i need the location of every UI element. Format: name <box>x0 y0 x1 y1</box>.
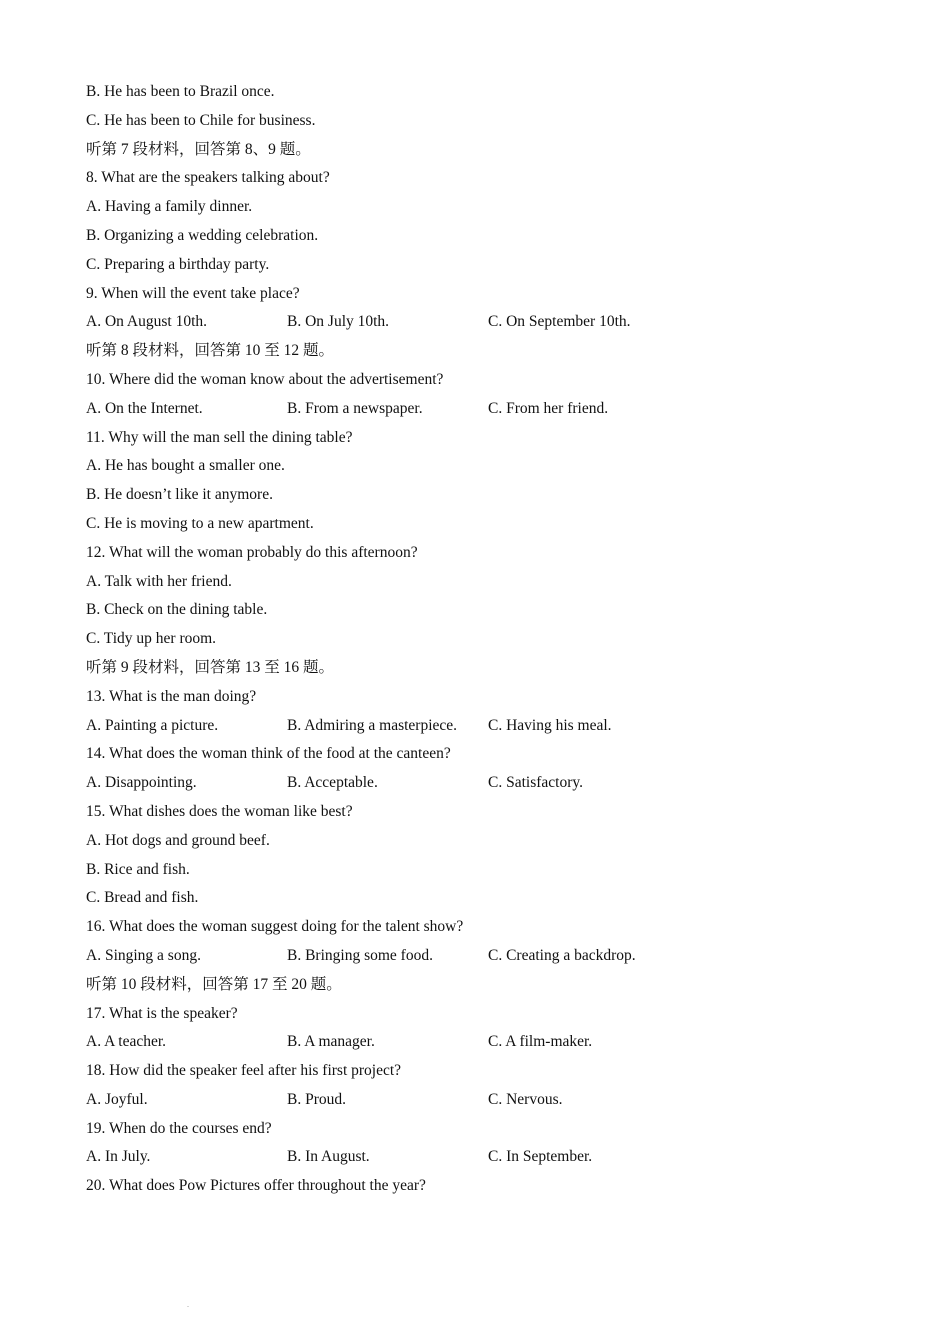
options-row <box>86 395 886 424</box>
question-text: 15. What dishes does the woman like best? <box>86 802 353 820</box>
answer-option: B. Organizing a wedding celebration. <box>86 226 319 244</box>
answer-option: C. He is moving to a new apartment. <box>86 514 314 532</box>
answer-option: A. He has bought a smaller one. <box>86 457 285 475</box>
answer-option: C. Tidy up her room. <box>86 630 217 648</box>
answer-option: A. Disappointing. <box>86 774 197 792</box>
answer-option: C. Bread and fish. <box>86 889 199 907</box>
answer-option: B. In August. <box>287 1148 370 1166</box>
question-text: 12. What will the woman probably do this afternoon? <box>86 543 418 561</box>
answer-option: B. He doesn’t like it anymore. <box>86 486 273 504</box>
answer-option: B. Check on the dining table. <box>86 601 268 619</box>
options-row <box>86 942 886 971</box>
question-text: 20. What does Pow Pictures offer throughout the year? <box>86 1177 426 1195</box>
answer-option: A. A teacher. <box>86 1033 167 1051</box>
answer-option: C. In September. <box>488 1148 593 1166</box>
question-text: 17. What is the speaker? <box>86 1004 238 1022</box>
answer-option: A. On the Internet. <box>86 399 203 417</box>
question-text: 19. When do the courses end? <box>86 1119 272 1137</box>
question-text: 9. When will the event take place? <box>86 284 300 302</box>
answer-option: B. Bringing some food. <box>287 946 433 964</box>
answer-option: A. Joyful. <box>86 1090 148 1108</box>
question-text: 10. Where did the woman know about the advertisement? <box>86 370 444 388</box>
options-row <box>86 1028 886 1057</box>
answer-option: C. A film-maker. <box>488 1033 593 1051</box>
section-instruction: 听第 7 段材料，回答第 8、9 题。 <box>86 140 311 158</box>
question-text: 18. How did the speaker feel after his first project? <box>86 1062 402 1080</box>
answer-option: A. In July. <box>86 1148 151 1166</box>
question-text: 8. What are the speakers talking about? <box>86 169 330 187</box>
question-text: 11. Why will the man sell the dining table? <box>86 428 353 446</box>
answer-option: B. A manager. <box>287 1033 375 1051</box>
answer-option: C. Creating a backdrop. <box>488 946 636 964</box>
answer-option: A. Painting a picture. <box>86 716 219 734</box>
answer-option: A. Having a family dinner. <box>86 198 253 216</box>
answer-option: B. He has been to Brazil once. <box>86 83 275 100</box>
answer-option: A. Talk with her friend. <box>86 572 232 590</box>
options-row <box>86 712 886 741</box>
section-instruction: 听第 10 段材料，回答第 17 至 20 题。 <box>86 975 342 993</box>
answer-option: B. On July 10th. <box>287 313 390 331</box>
options-row <box>86 1143 886 1172</box>
section-instruction: 听第 9 段材料，回答第 13 至 16 题。 <box>86 658 335 676</box>
question-text: 14. What does the woman think of the food at the canteen? <box>86 745 451 763</box>
answer-option: C. Having his meal. <box>488 716 612 734</box>
question-text: 16. What does the woman suggest doing for the talent show? <box>86 918 464 936</box>
answer-option: B. From a newspaper. <box>287 399 423 417</box>
answer-option: B. Proud. <box>287 1090 346 1108</box>
answer-option: C. He has been to Chile for business. <box>86 111 316 129</box>
answer-option: B. Admiring a masterpiece. <box>287 716 458 734</box>
answer-option: B. Rice and fish. <box>86 860 190 878</box>
answer-option: C. From her friend. <box>488 399 609 417</box>
answer-option: A. On August 10th. <box>86 313 207 331</box>
section-instruction: 听第 8 段材料，回答第 10 至 12 题。 <box>86 342 335 360</box>
answer-option: C. On September 10th. <box>488 313 631 331</box>
answer-option: C. Satisfactory. <box>488 774 583 792</box>
answer-option: A. Hot dogs and ground beef. <box>86 831 270 849</box>
answer-option: C. Nervous. <box>488 1090 563 1108</box>
footer-mark: . <box>187 1300 189 1309</box>
document-page <box>86 78 886 1201</box>
options-row <box>86 769 886 798</box>
answer-option: A. Singing a song. <box>86 946 201 964</box>
options-row <box>86 308 886 337</box>
question-text: 13. What is the man doing? <box>86 687 257 705</box>
options-row <box>86 1086 886 1115</box>
answer-option: C. Preparing a birthday party. <box>86 255 270 273</box>
answer-option: B. Acceptable. <box>287 774 378 792</box>
